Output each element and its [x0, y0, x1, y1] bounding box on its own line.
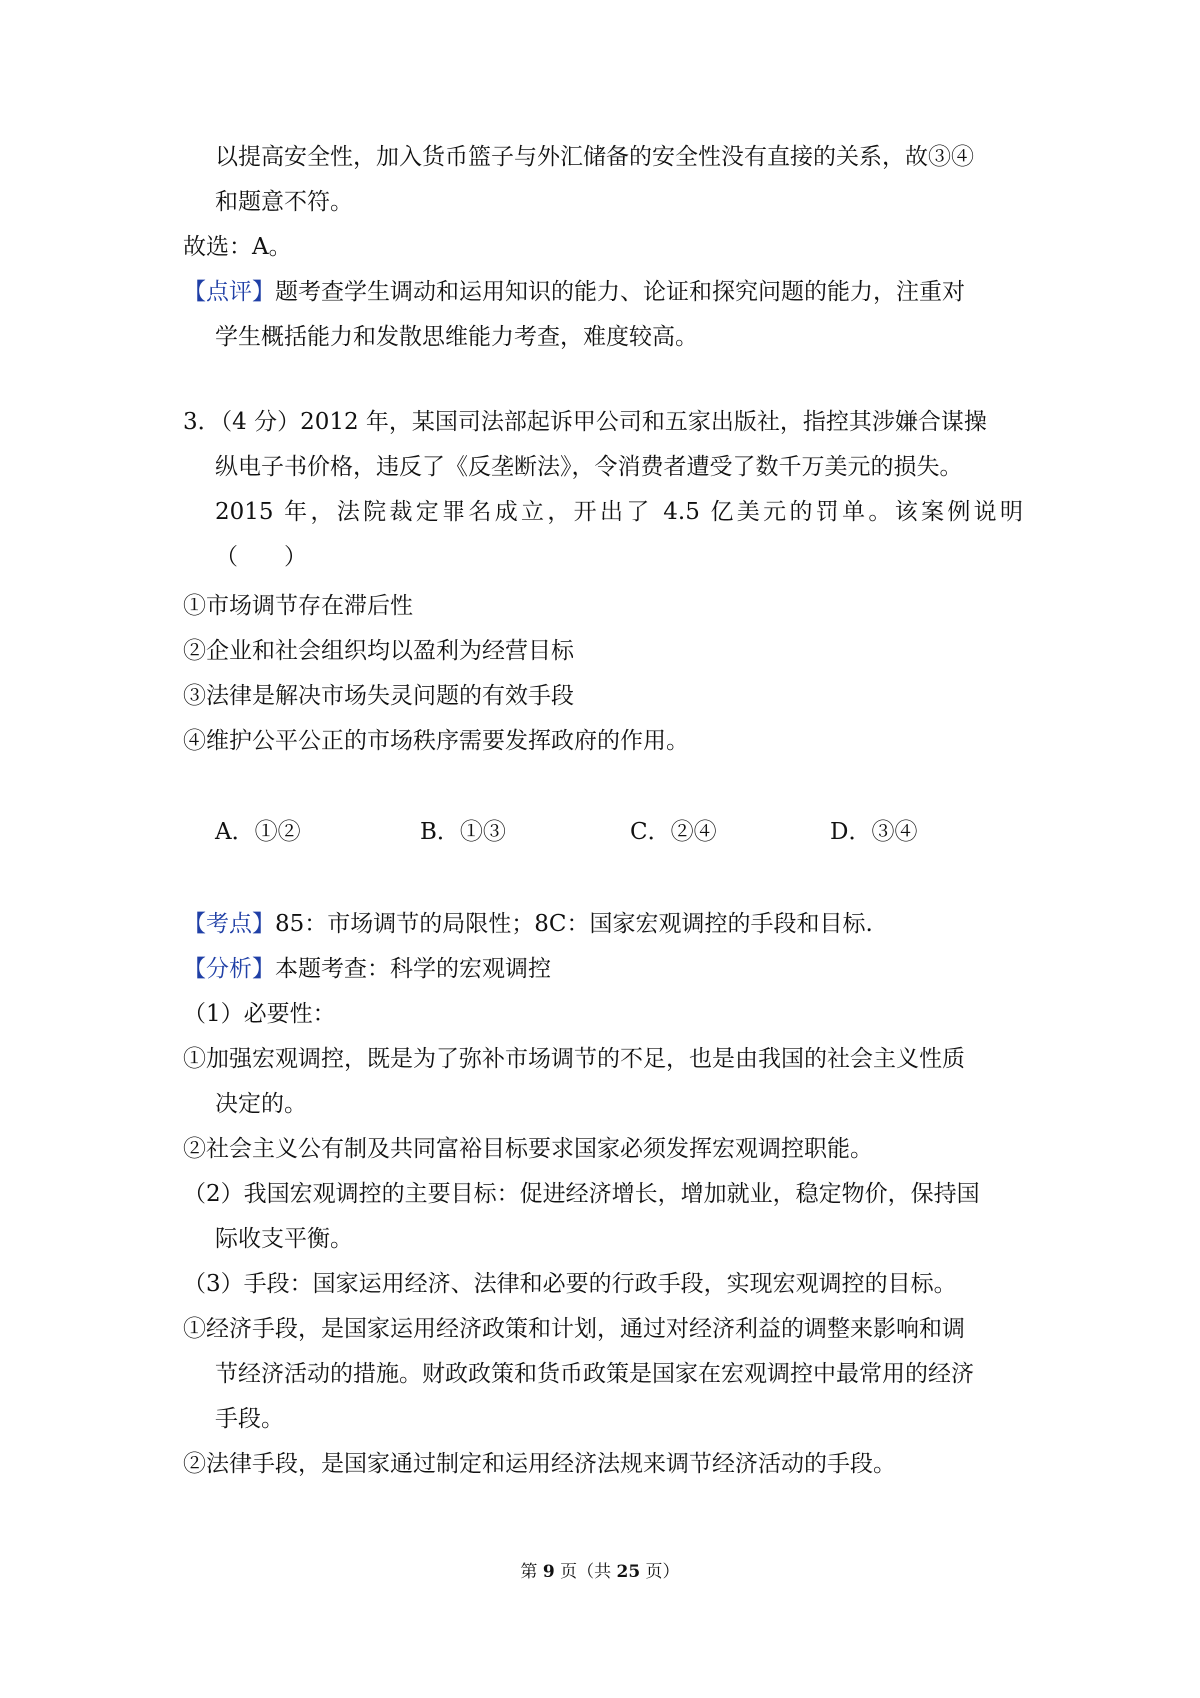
analysis-line: 手段。 — [215, 1406, 284, 1432]
analysis-line: ②法律手段，是国家通过制定和运用经济法规来调节经济活动的手段。 — [183, 1451, 896, 1477]
comment-text-line: 学生概括能力和发散思维能力考查，难度较高。 — [215, 324, 698, 350]
statement-3: ③法律是解决市场失灵问题的有效手段 — [183, 683, 574, 709]
comment-tag: 【点评】 — [183, 279, 275, 305]
comment-paragraph — [183, 276, 965, 308]
option-a: A．①② — [215, 819, 301, 845]
comment-text: 题考查学生调动和运用知识的能力、论证和探究问题的能力，注重对 — [275, 279, 965, 305]
total-pages: 25 — [616, 1562, 641, 1582]
footer-prefix: 第 — [520, 1562, 543, 1582]
statement-4: ④维护公平公正的市场秩序需要发挥政府的作用。 — [183, 728, 689, 754]
prev-answer: 故选：A。 — [183, 234, 292, 260]
analysis-line: ②社会主义公有制及共同富裕目标要求国家必须发挥宏观调控职能。 — [183, 1136, 873, 1162]
prev-text-line: 和题意不符。 — [215, 189, 353, 215]
prev-text-line: 以提高安全性，加入货币篮子与外汇储备的安全性没有直接的关系，故③④ — [215, 144, 974, 170]
option-b: B．①③ — [420, 819, 506, 845]
option-d: D．③④ — [830, 819, 918, 845]
question-stem-line: 2015 年，法院裁定罪名成立，开出了 4.5 亿美元的罚单。该案例说明 — [215, 499, 1023, 525]
fenxi-tag: 【分析】 — [183, 956, 275, 982]
kaodian-tag: 【考点】 — [183, 911, 275, 937]
page-footer — [0, 1560, 1200, 1584]
fenxi-paragraph — [183, 953, 551, 985]
footer-suffix: 页） — [640, 1562, 680, 1582]
question-stem-line: 纵电子书价格，违反了《反垄断法》，令消费者遭受了数千万美元的损失。 — [215, 454, 963, 480]
question-stem-line: 3．（4 分）2012 年，某国司法部起诉甲公司和五家出版社，指控其涉嫌合谋操 — [183, 409, 987, 435]
analysis-line: （3）手段：国家运用经济、法律和必要的行政手段，实现宏观调控的目标。 — [183, 1271, 957, 1297]
analysis-line: 节经济活动的措施。财政政策和货币政策是国家在宏观调控中最常用的经济 — [215, 1361, 974, 1387]
kaodian-paragraph — [183, 908, 873, 940]
page-number: 9 — [542, 1562, 555, 1582]
kaodian-text: 85：市场调节的局限性；8C：国家宏观调控的手段和目标. — [275, 911, 873, 937]
analysis-line: ①经济手段，是国家运用经济政策和计划，通过对经济利益的调整来影响和调 — [183, 1316, 965, 1342]
analysis-line: （1）必要性： — [183, 1001, 336, 1027]
option-c: C．②④ — [630, 819, 717, 845]
analysis-line: （2）我国宏观调控的主要目标：促进经济增长，增加就业，稳定物价，保持国 — [183, 1181, 980, 1207]
analysis-line: 决定的。 — [215, 1091, 307, 1117]
fenxi-text: 本题考查：科学的宏观调控 — [275, 956, 551, 982]
analysis-line: 际收支平衡。 — [215, 1226, 353, 1252]
footer-middle: 页（共 — [554, 1562, 617, 1582]
statement-2: ②企业和社会组织均以盈利为经营目标 — [183, 638, 574, 664]
analysis-line: ①加强宏观调控，既是为了弥补市场调节的不足，也是由我国的社会主义性质 — [183, 1046, 965, 1072]
answer-blank: （ ） — [215, 544, 307, 570]
statement-1: ①市场调节存在滞后性 — [183, 593, 413, 619]
